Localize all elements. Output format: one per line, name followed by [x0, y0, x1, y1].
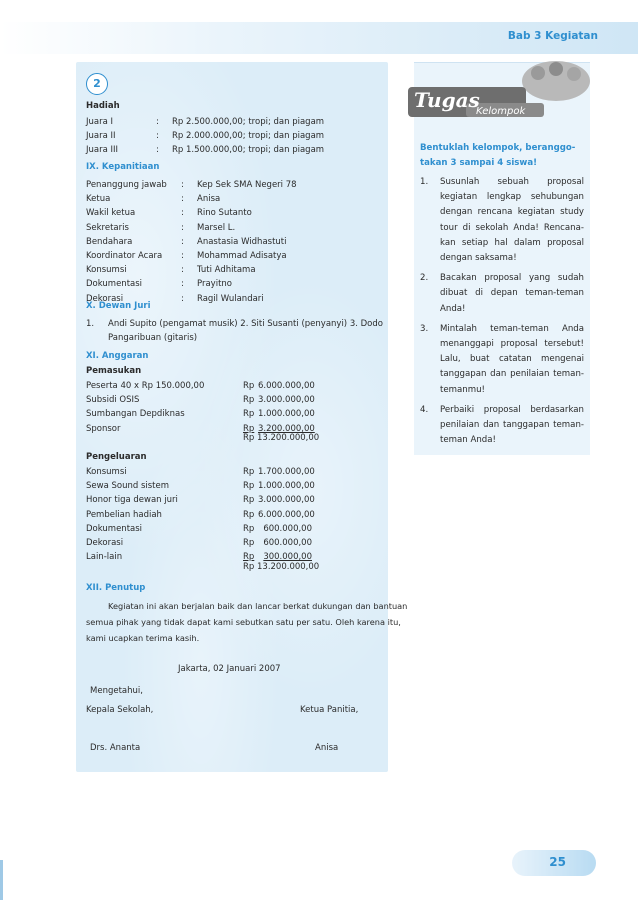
panitia-role: Bendahara [86, 236, 133, 247]
penutup-line: Kegiatan ini akan berjalan baik dan lancar berkat dukungan dan bantuan [108, 601, 408, 611]
panitia-name: Prayitno [197, 279, 232, 290]
panitia-separator: : [181, 222, 184, 233]
tugas-title: Tugas [414, 88, 480, 112]
panitia-name: Marsel L. [197, 222, 236, 233]
tugas-kelompok-box [414, 62, 590, 455]
budget-item-label: Dokumentasi [86, 523, 143, 534]
budget-item-label: Pembelian hadiah [86, 509, 162, 520]
budget-item-label: Peserta 40 x Rp 150.000,00 [86, 381, 205, 391]
budget-amount: 300.000,00 [263, 552, 312, 563]
penutup-line: kami ucapkan terima kasih. [86, 633, 200, 643]
hadiah-title: Hadiah [86, 101, 120, 111]
page-edge-marker [0, 860, 3, 900]
juri-number: 1. [86, 319, 95, 329]
panitia-separator: : [181, 251, 184, 261]
kepala-sekolah-label: Kepala Sekolah, [86, 705, 154, 715]
tugas-intro: Bentuklah kelompok, beranggo-takan 3 sampai 4 siswa! [420, 143, 576, 168]
budget-amount: 600.000,00 [263, 523, 312, 534]
budget-amount: 1.000.000,00 [258, 481, 315, 492]
panitia-separator: : [181, 236, 184, 247]
budget-item-label: Sumbangan Depdiknas [86, 409, 185, 420]
panitia-separator: : [181, 293, 184, 304]
budget-currency: Rp [243, 509, 255, 520]
page-number-pill [512, 850, 596, 876]
panitia-role: Dokumentasi [86, 279, 143, 290]
tugas-item-number: 3. [420, 323, 429, 334]
budget-amount: 600.000,00 [263, 538, 312, 548]
budget-amount: 3.000.000,00 [258, 495, 315, 506]
place-date: Jakarta, 02 Januari 2007 [178, 664, 281, 674]
budget-currency: Rp [243, 523, 255, 534]
hadiah-label: Juara III [86, 145, 119, 155]
budget-amount: 3.000.000,00 [258, 395, 315, 406]
hadiah-label: Juara II [86, 131, 116, 141]
budget-item-label: Sponsor [86, 423, 121, 434]
tugas-kelompok-logo [406, 59, 594, 123]
panitia-role: Penanggung jawab [86, 180, 167, 190]
tugas-item-number: 1. [420, 177, 429, 187]
panitia-separator: : [181, 279, 184, 290]
panitia-name: Ragil Wulandari [197, 293, 264, 304]
pengeluaran-title: Pengeluaran [86, 452, 147, 462]
budget-currency: Rp [243, 495, 255, 506]
panitia-role: Ketua [86, 194, 111, 205]
budget-item-label: Subsidi OSIS [86, 395, 140, 406]
panitia-name: Kep Sek SMA Negeri 78 [197, 180, 297, 190]
hadiah-value: Rp 1.500.000,00; tropi; dan piagam [172, 145, 325, 155]
panitia-name: Anisa [197, 194, 221, 205]
tugas-subtitle: Kelompok [476, 106, 526, 117]
chapter-header-bar [0, 22, 638, 54]
pengeluaran-total: Rp 13.200.000,00 [243, 562, 320, 572]
panitia-separator: : [181, 194, 184, 205]
anggaran-heading: XI. Anggaran [86, 351, 149, 361]
panitia-role: Koordinator Acara [86, 251, 163, 261]
budget-item-label: Honor tiga dewan juri [86, 495, 178, 506]
panitia-separator: : [181, 180, 184, 190]
panitia-separator: : [181, 265, 184, 276]
panitia-name: Mohammad Adisatya [197, 251, 287, 261]
tugas-item-text: Bacakan proposal yang sudah dibuat di depan teman-teman Anda! [440, 273, 584, 314]
panitia-separator: : [181, 208, 184, 219]
panitia-name: Anastasia Widhastuti [197, 236, 287, 247]
page-number: 25 [549, 855, 566, 869]
budget-item-label: Dekorasi [86, 538, 124, 548]
budget-currency: Rp [243, 381, 255, 391]
tugas-list [420, 175, 584, 453]
hadiah-separator: : [156, 145, 159, 155]
penutup-line: semua pihak yang tidak dapat kami sebutkan satu per satu. Oleh karena itu, [86, 617, 401, 627]
hadiah-label: Juara I [86, 117, 114, 127]
juri-line: Pangaribuan (gitaris) [108, 333, 198, 343]
tugas-item [420, 322, 584, 398]
section-badge: 2 [86, 73, 108, 95]
mengetahui-label: Mengetahui, [90, 686, 143, 696]
budget-amount: 1.000.000,00 [258, 409, 315, 420]
tugas-item-text: Mintalah teman-teman Anda menanggapi proposal tersebut! Lalu, buat catatan mengenai tanggapan dan penilaian teman-temanmu! [440, 323, 584, 395]
budget-currency: Rp [243, 467, 255, 477]
tugas-item-number: 4. [420, 404, 429, 415]
kepanitiaan-heading: IX. Kepanitiaan [86, 162, 160, 172]
panitia-role: Sekretaris [86, 222, 129, 233]
budget-amount: 1.700.000,00 [258, 467, 315, 477]
penutup-heading: XII. Penutup [86, 583, 146, 593]
budget-currency: Rp [243, 409, 255, 420]
budget-currency: Rp [243, 538, 255, 548]
budget-amount: 6.000.000,00 [258, 509, 315, 520]
budget-item-label: Sewa Sound sistem [86, 481, 170, 492]
ketua-panitia-label: Ketua Panitia, [300, 705, 359, 715]
kepala-sekolah-name: Drs. Ananta [90, 743, 141, 753]
panitia-role: Dekorasi [86, 293, 124, 304]
tugas-item [420, 403, 584, 449]
dewan-juri-heading: X. Dewan Juri [86, 301, 151, 311]
budget-currency: Rp [243, 423, 255, 434]
panitia-name: Rino Sutanto [197, 208, 252, 219]
panitia-role: Konsumsi [86, 265, 127, 276]
pemasukan-title: Pemasukan [86, 366, 142, 376]
panitia-role: Wakil ketua [86, 208, 136, 219]
tugas-item [420, 175, 584, 266]
tugas-item-text: Susunlah sebuah proposal kegiatan lengkap sehubungan dengan rencana kegiatan study tour di sekolah Anda! Rencana-kan setiap hal dalam proposal dengan saksama! [440, 177, 584, 264]
ketua-panitia-name: Anisa [315, 743, 339, 753]
budget-currency: Rp [243, 481, 255, 492]
tugas-item-number: 2. [420, 273, 429, 284]
chapter-title: Bab 3 Kegiatan [507, 30, 598, 42]
budget-currency: Rp [243, 552, 255, 563]
hadiah-separator: : [156, 117, 159, 127]
panitia-name: Tuti Adhitama [197, 265, 256, 276]
hadiah-separator: : [156, 131, 159, 141]
tugas-item-text: Perbaiki proposal berdasarkan penilaian dan tanggapan teman-teman Anda! [440, 404, 584, 446]
pemasukan-total: Rp 13.200.000,00 [243, 433, 320, 443]
budget-item-label: Lain-lain [86, 552, 123, 563]
budget-amount: 6.000.000,00 [258, 381, 315, 391]
hadiah-value: Rp 2.000.000,00; tropi; dan piagam [172, 131, 325, 141]
budget-item-label: Konsumsi [86, 467, 127, 477]
tugas-item [420, 271, 584, 317]
juri-line: Andi Supito (pengamat musik) 2. Siti Susanti (penyanyi) 3. Dodo [108, 319, 383, 329]
budget-currency: Rp [243, 395, 255, 406]
budget-amount: 3.200.000,00 [258, 423, 315, 434]
hadiah-value: Rp 2.500.000,00; tropi; dan piagam [172, 117, 325, 127]
